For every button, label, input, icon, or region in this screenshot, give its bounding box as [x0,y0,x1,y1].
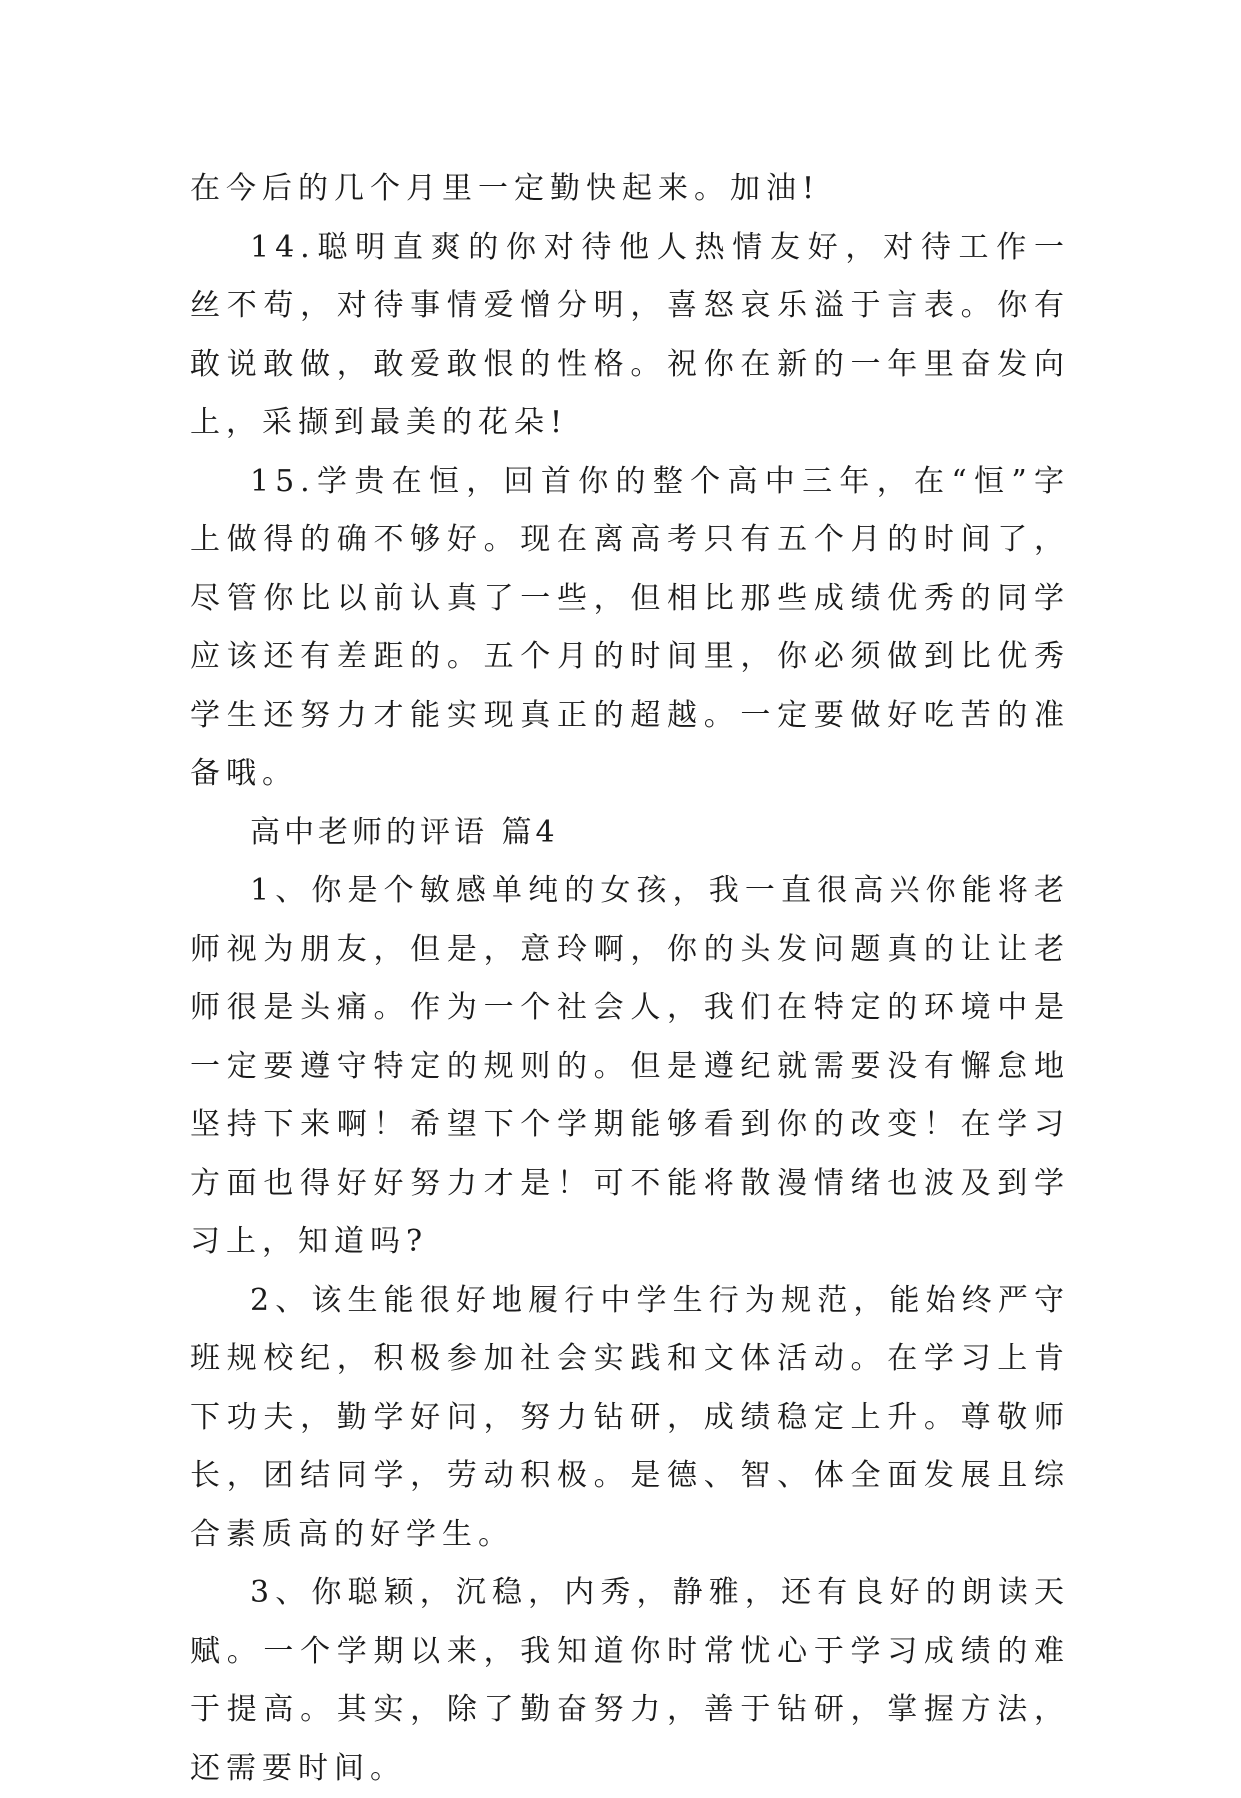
paragraph-continued: 在今后的几个月里一定勤快起来。加油! [190,171,821,206]
document-page [190,160,1070,1798]
section-heading: 高中老师的评语 篇4 [250,814,559,850]
paragraph-comment-1: 1、你是个敏感单纯的女孩，我一直很高兴你能将老师视为朋友，但是，意玲啊，你的头发问题真的让让老师很是头痛。作为一个社会人，我们在特定的环境中是一定要遵守特定的规则的。但是遵纪就需要没有懈怠地坚持下来啊！希望下个学期能够看到你的改变！在学习方面也得好好努力才是！可不能将散漫情绪也波及到学习上，知道吗? [190,873,1070,1259]
paragraph-comment-15: 15.学贵在恒，回首你的整个高中三年，在“恒”字上做得的确不够好。现在离高考只有五个月的时间了，尽管你比以前认真了一些，但相比那些成绩优秀的同学应该还有差距的。五个月的时间里，你必须做到比优秀学生还努力才能实现真正的超越。一定要做好吃苦的准备哦。 [190,463,1070,791]
paragraph-comment-2: 2、该生能很好地履行中学生行为规范，能始终严守班规校纪，积极参加社会实践和文体活动。在学习上肯下功夫，勤学好问，努力钻研，成绩稳定上升。尊敬师长，团结同学，劳动积极。是德、智、体全面发展且综合素质高的好学生。 [190,1282,1070,1552]
paragraph-comment-14: 14.聪明直爽的你对待他人热情友好，对待工作一丝不苟，对待事情爱憎分明，喜怒哀乐溢于言表。你有敢说敢做，敢爱敢恨的性格。祝你在新的一年里奋发向上，采撷到最美的花朵! [190,229,1070,440]
paragraph-comment-3: 3、你聪颖，沉稳，内秀，静雅，还有良好的朗读天赋。一个学期以来，我知道你时常忧心于学习成绩的难于提高。其实，除了勤奋努力，善于钻研，掌握方法，还需要时间。 [190,1575,1070,1786]
